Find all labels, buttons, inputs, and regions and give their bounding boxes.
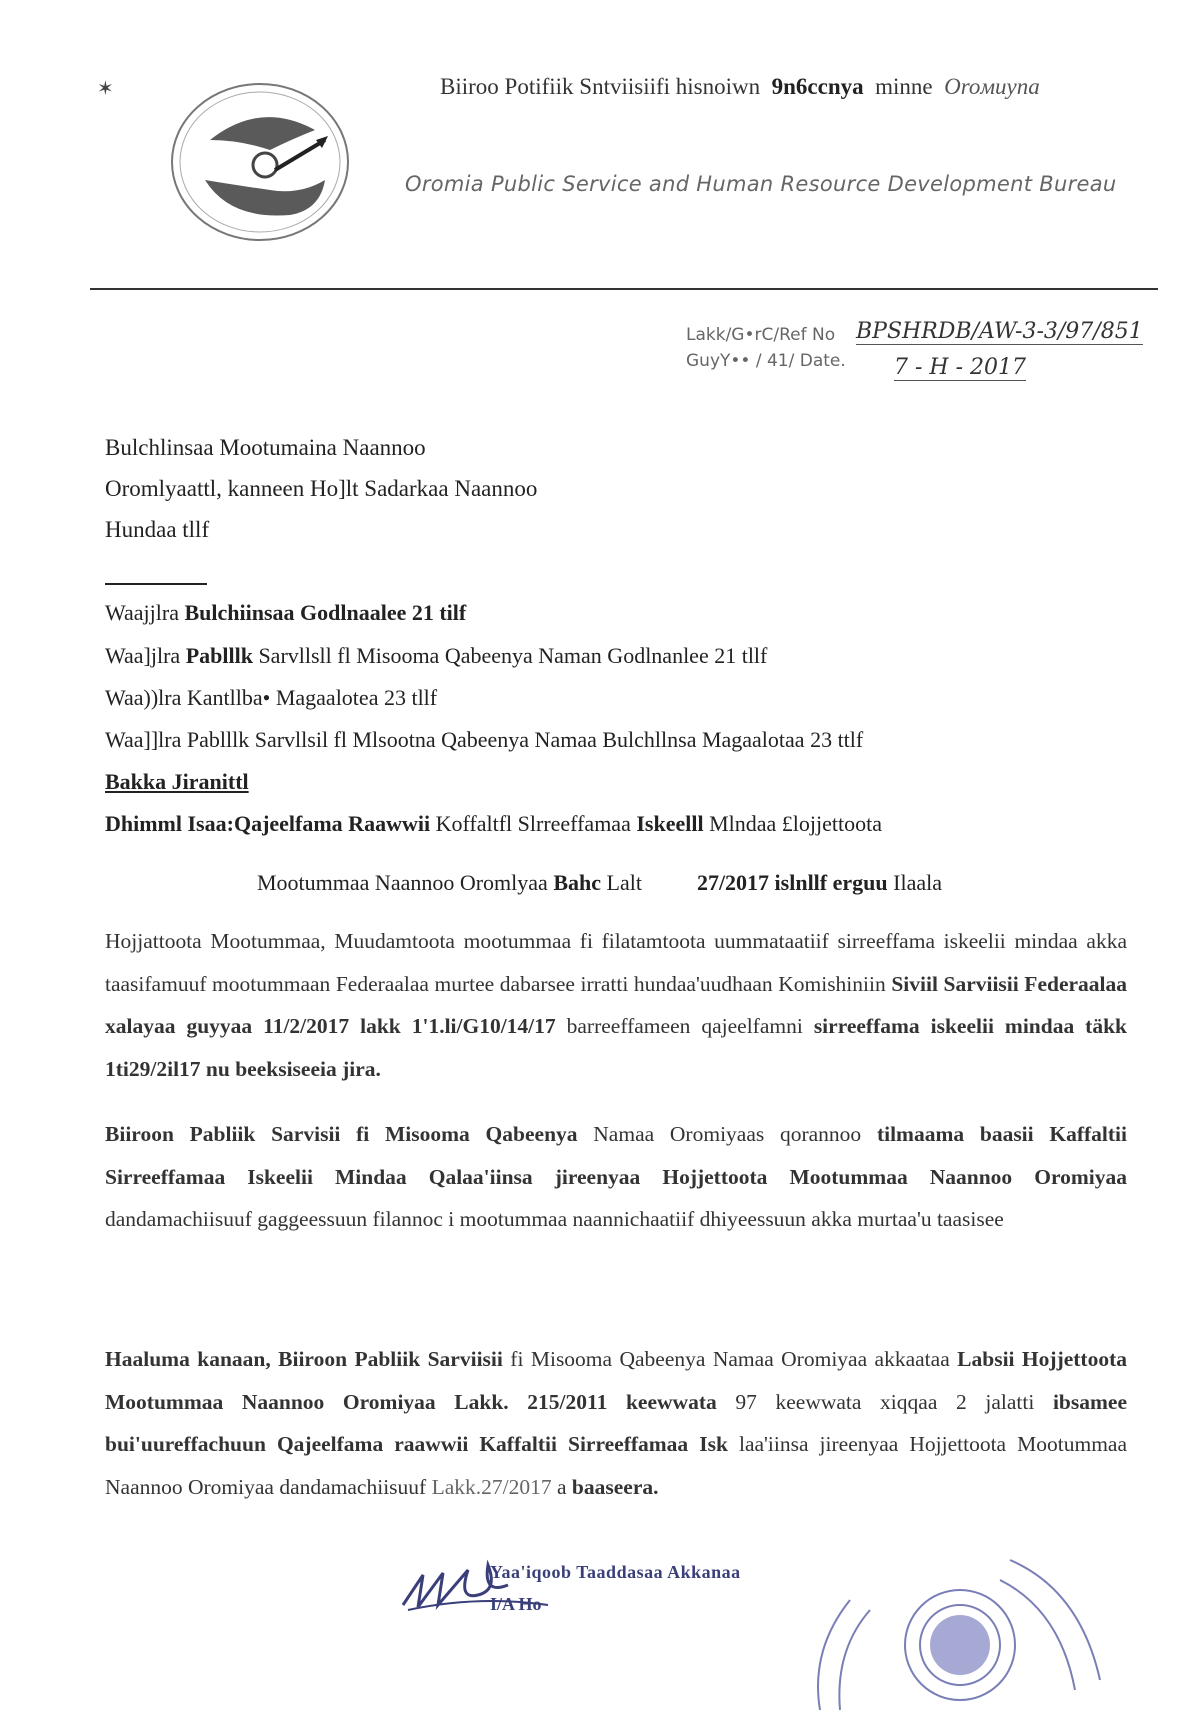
cc-line-1: Waajjlra Bulchiinsaa Godlnaalee 21 tilf <box>105 600 467 625</box>
cc-line-2: Waa]jlra Pablllk Sarvllsll fl Misooma Qabeenya Naman Godlnanlee 21 tllf <box>105 643 768 668</box>
addressee-line-2: Oromlyaattl, kanneen Ho]lt Sadarkaa Naannoo <box>105 476 538 501</box>
subject-line-1: Dhimml Isaa:Qajeelfama Raawwii Koffaltfl Slrreeffamaa Iskeelll Mlndaa £lojjettoota <box>105 811 882 836</box>
letterhead-divider <box>90 288 1158 290</box>
signer-title: I/A Ho <box>490 1594 542 1614</box>
addressee-separator <box>105 583 207 585</box>
official-stamp-icon <box>810 1530 1110 1716</box>
body-paragraph-3: Haaluma kanaan, Biiroon Pabliik Sarviisii fi Misooma Qabeenya Namaa Oromiyaa akkaataa Labsii Hojjettoota Mootummaa Naannoo Oromiyaa Lakk. 215/2011 keewwata 97 keewwata xiqqaa 2 jalatti ibsamee bui'uureffachuun Qajeelfama raawwii Kaffaltii Sirreeffamaa Isk laa'iinsa jireenyaa Hojjettoota Mootummaa Naannoo Oromiyaa dandamachiisuuf Lakk.27/2017 a baaseera. <box>105 1347 1128 1499</box>
signer-name: Yaa'iqoob Taaddasaa Akkanaa <box>490 1562 741 1582</box>
date-handwritten: 7 - H - 2017 <box>894 355 1027 380</box>
star-mark-icon: ✶ <box>97 78 114 100</box>
date-label: GuyY•• / 41/ Date. <box>686 351 846 371</box>
cc-line-3: Waa))lra Kantllba• Magaalotea 23 tllf <box>105 685 438 710</box>
reference-block <box>686 319 1156 385</box>
body-paragraph-2: Biiroon Pabliik Sarvisii fi Misooma Qabeenya Namaa Oromiyaas qorannoo tilmaama baasii Kaffaltii Sirreeffamaa Iskeelii Mindaa Qalaa'iinsa jireenyaa Hojjettoota Mootummaa Naannoo Oromiyaa dandamachiisuuf gaggeessuun filannoc i mootummaa naannichaatiif dhiyeessuun akka murtaa'u taasisee <box>105 1122 1127 1231</box>
addressee-line-3: Hundaa tllf <box>105 517 210 542</box>
subject-line-2: Mootummaa Naannoo Oromlyaa Bahc Lalt 27/2017 islnllf erguu Ilaala <box>257 870 942 895</box>
ref-number-handwritten: BPSHRDB/AW-3-3/97/851 <box>856 319 1143 344</box>
addressee-line-1: Bulchlinsaa Mootumaina Naannoo <box>105 435 426 460</box>
place-heading: Bakka Jiranittl <box>105 769 249 794</box>
cc-line-4: Waa]]lra Pablllk Sarvllsil fl Mlsootna Qabeenya Namaa Bulchllnsa Magaalotaa 23 ttlf <box>105 727 864 752</box>
letterhead-title-english: Oromia Public Service and Human Resource Development Bureau <box>405 172 1117 196</box>
ref-label: Lakk/G•rC/Ref No <box>686 325 836 345</box>
body-paragraph-1: Hojjattoota Mootummaa, Muudamtoota mootummaa fi filatamtoota uummataatiif sirreeffama iskeelii mindaa akka taasifamuuf mootummaan Federaalaa murtee dabarsee irratti hundaa'uudhaan Komishiniin Siviil Sarviisii Federaalaa xalayaa guyyaa 11/2/2017 lakk 1'1.li/G10/14/17 barreeffameen qajeelfamni sirreeffama iskeelii mindaa täkk 1ti29/2il17 nu beeksiseeia jira. <box>105 929 1128 1081</box>
letterhead-title-oromo: Biiroo Potifiik Sntviisiifi hisnoiwn 9n6ccnya minne Oroмuyna <box>440 74 1040 99</box>
bureau-logo-icon <box>150 70 370 250</box>
